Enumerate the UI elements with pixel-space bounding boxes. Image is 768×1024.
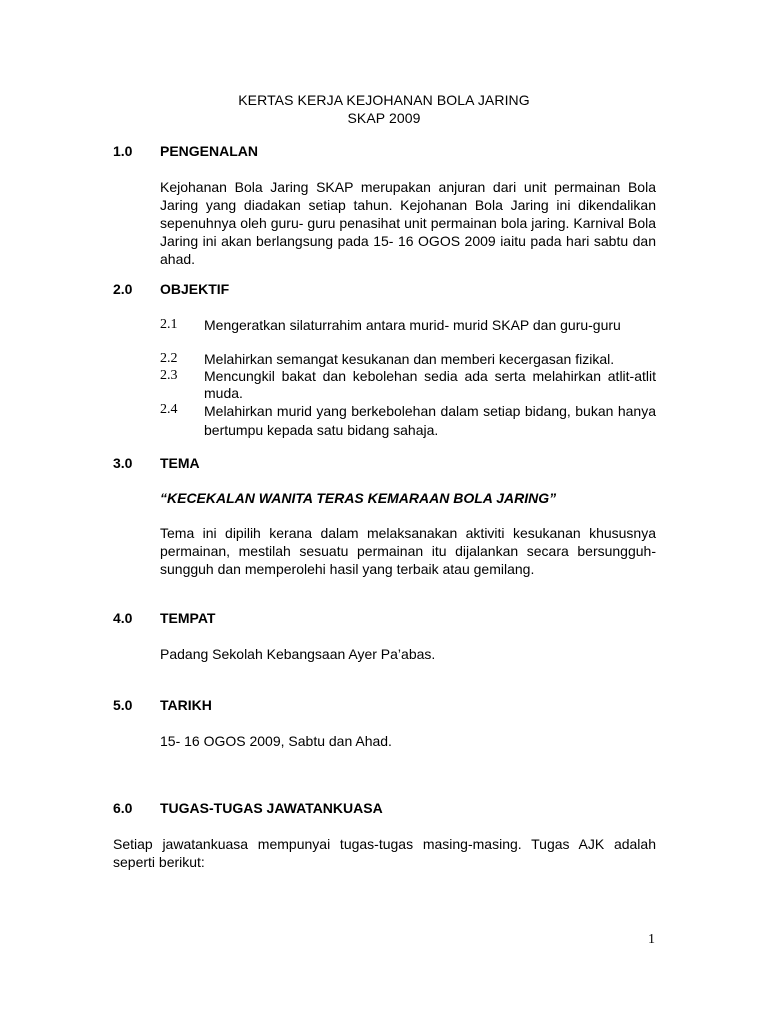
section-4-title: TEMPAT xyxy=(160,610,216,626)
objective-3-number: 2.3 xyxy=(160,368,178,383)
objective-4-number: 2.4 xyxy=(160,402,178,417)
section-6-number: 6.0 xyxy=(113,800,133,816)
section-2-number: 2.0 xyxy=(113,281,133,297)
section-1-title: PENGENALAN xyxy=(160,143,259,159)
objective-2-number: 2.2 xyxy=(160,351,178,366)
section-3-theme: “KECEKALAN WANITA TERAS KEMARAAN BOLA JARING” xyxy=(160,490,557,506)
section-5-number: 5.0 xyxy=(113,697,133,713)
document-title-line-1: KERTAS KERJA KEJOHANAN BOLA JARING xyxy=(238,92,530,108)
document-title-line-2: SKAP 2009 xyxy=(347,110,421,126)
objective-1-text: Mengeratkan silaturrahim antara murid- murid SKAP dan guru-guru xyxy=(204,317,621,333)
section-1-number: 1.0 xyxy=(113,143,133,159)
section-6-body: Setiap jawatankuasa mempunyai tugas-tugas masing-masing. Tugas AJK adalah seperti berikut: xyxy=(113,836,656,870)
objective-3-text: Mencungkil bakat dan kebolehan sedia ada serta melahirkan atlit-atlit muda. xyxy=(204,368,656,401)
section-3-title: TEMA xyxy=(160,455,200,471)
section-3-body: Tema ini dipilih kerana dalam melaksanakan aktiviti kesukanan khususnya permainan, mestilah sesuatu permainan itu dijalankan secara bersungguh-sungguh dan memperolehi hasil yang terbaik atau gemilang. xyxy=(160,525,656,577)
objective-4-text: Melahirkan murid yang berkebolehan dalam setiap bidang, bukan hanya bertumpu kepada satu bidang sahaja. xyxy=(204,403,656,438)
page-number: 1 xyxy=(648,932,655,947)
section-1-body: Kejohanan Bola Jaring SKAP merupakan anjuran dari unit permainan Bola Jaring yang diadakan setiap tahun. Kejohanan Bola Jaring ini dikendalikan sepenuhnya oleh guru- guru penasihat unit permainan bola jaring. Karnival Bola Jaring ini akan berlangsung pada 15- 16 OGOS 2009 iaitu pada hari sabtu dan ahad. xyxy=(160,179,656,267)
section-2-title: OBJEKTIF xyxy=(160,281,230,297)
section-4-body: Padang Sekolah Kebangsaan Ayer Pa’abas. xyxy=(160,646,436,662)
objective-1-number: 2.1 xyxy=(160,317,178,332)
section-5-title: TARIKH xyxy=(160,697,212,713)
section-4-number: 4.0 xyxy=(113,610,133,626)
section-5-body: 15- 16 OGOS 2009, Sabtu dan Ahad. xyxy=(160,733,392,749)
objective-2-text: Melahirkan semangat kesukanan dan memberi kecergasan fizikal. xyxy=(204,351,615,367)
section-6-title: TUGAS-TUGAS JAWATANKUASA xyxy=(160,800,383,816)
section-3-number: 3.0 xyxy=(113,455,133,471)
